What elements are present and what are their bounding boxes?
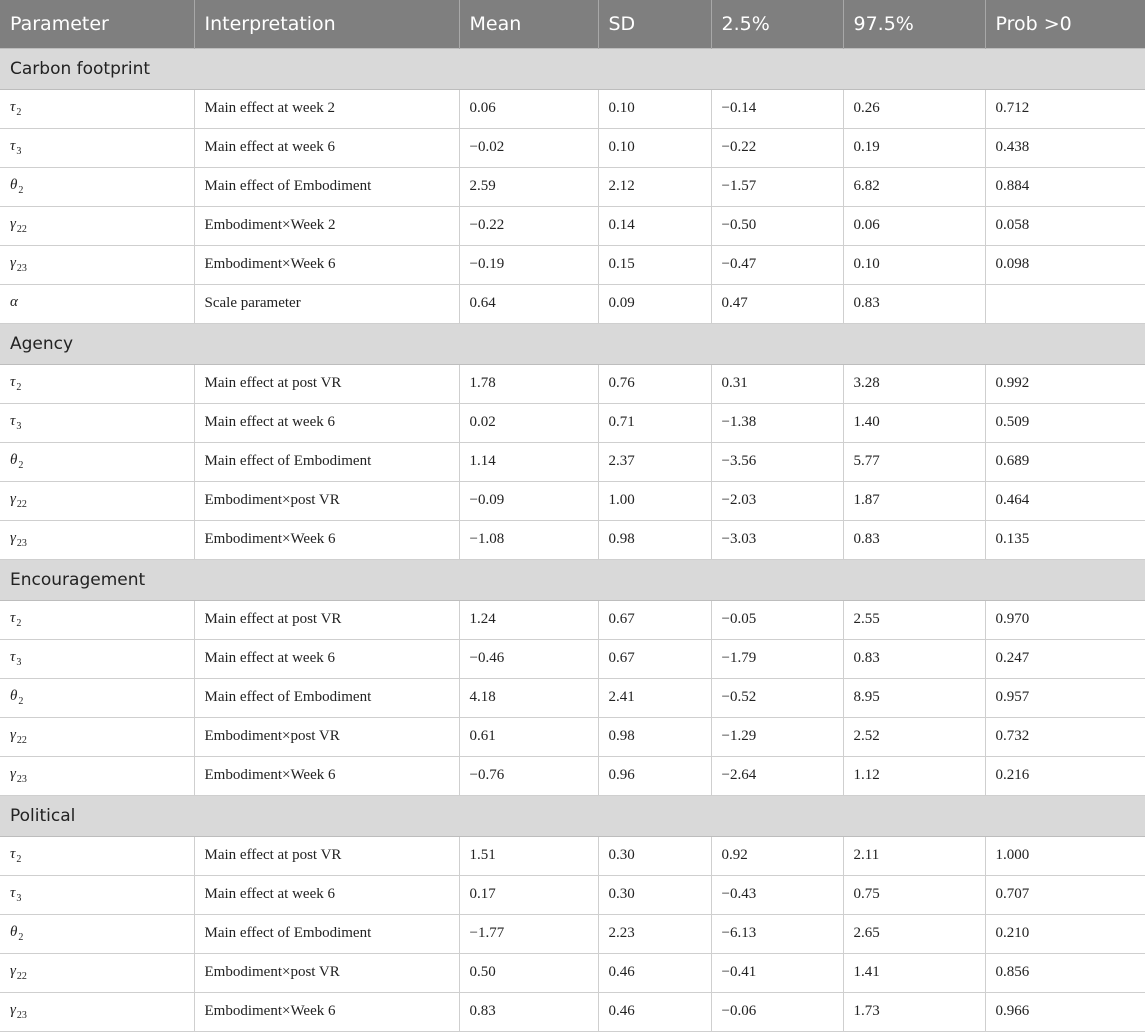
table-row [0,245,1145,284]
parameter-subscript: 2 [16,382,22,393]
table-row [0,128,1145,167]
parameter-cell [0,836,194,875]
sd-cell: 0.30 [598,836,711,875]
interpretation-cell: Embodiment×Week 6 [194,245,459,284]
lower-2-5-cell: −1.38 [711,403,843,442]
sd-cell: 2.41 [598,678,711,717]
table-row [0,836,1145,875]
mean-cell: 4.18 [459,678,598,717]
interpretation-cell: Main effect of Embodiment [194,914,459,953]
parameter-symbol: τ [10,885,16,901]
table-row [0,442,1145,481]
prob-gt-0-cell: 0.098 [985,245,1145,284]
interpretation-cell: Main effect at week 6 [194,875,459,914]
prob-gt-0-cell: 0.058 [985,206,1145,245]
parameter-symbol: θ [10,177,18,193]
mean-cell: −0.22 [459,206,598,245]
parameter-cell [0,245,194,284]
parameter-cell [0,875,194,914]
lower-2-5-cell: −0.50 [711,206,843,245]
lower-2-5-cell: −2.64 [711,756,843,795]
parameter-cell [0,167,194,206]
sd-cell: 0.14 [598,206,711,245]
parameter-symbol: τ [10,610,16,626]
mean-cell: 1.24 [459,600,598,639]
parameter-subscript: 2 [16,107,22,118]
mean-cell: −0.02 [459,128,598,167]
parameter-symbol: θ [10,688,18,704]
header-interpretation: Interpretation [194,0,459,48]
upper-97-5-cell: 1.87 [843,481,985,520]
parameter-cell [0,284,194,323]
mean-cell: 1.14 [459,442,598,481]
parameter-symbol: τ [10,138,16,154]
mean-cell: 0.02 [459,403,598,442]
lower-2-5-cell: −3.56 [711,442,843,481]
mean-cell: 1.78 [459,364,598,403]
parameter-cell [0,953,194,992]
table-row [0,206,1145,245]
parameter-cell [0,364,194,403]
table-row [0,717,1145,756]
upper-97-5-cell: 0.19 [843,128,985,167]
upper-97-5-cell: 0.75 [843,875,985,914]
prob-gt-0-cell: 0.707 [985,875,1145,914]
parameter-cell [0,128,194,167]
parameter-symbol: γ [10,1002,16,1018]
mean-cell: 1.51 [459,836,598,875]
parameter-cell [0,520,194,559]
sd-cell: 0.98 [598,520,711,559]
group-label: Political [0,795,1145,836]
prob-gt-0-cell: 0.135 [985,520,1145,559]
interpretation-cell: Embodiment×Week 2 [194,206,459,245]
lower-2-5-cell: −0.41 [711,953,843,992]
upper-97-5-cell: 2.65 [843,914,985,953]
parameter-subscript: 3 [16,421,22,432]
parameter-subscript: 3 [16,146,22,157]
table-row [0,992,1145,1031]
mean-cell: 2.59 [459,167,598,206]
parameter-subscript: 3 [16,657,22,668]
group-row [0,559,1145,600]
interpretation-cell: Main effect at week 6 [194,403,459,442]
parameter-symbol: τ [10,99,16,115]
header-sd: SD [598,0,711,48]
interpretation-cell: Main effect at week 6 [194,639,459,678]
upper-97-5-cell: 8.95 [843,678,985,717]
parameter-cell [0,756,194,795]
mean-cell: −0.76 [459,756,598,795]
parameter-subscript: 22 [16,224,27,235]
lower-2-5-cell: −0.47 [711,245,843,284]
parameter-symbol: γ [10,727,16,743]
interpretation-cell: Main effect at week 6 [194,128,459,167]
mean-cell: 0.83 [459,992,598,1031]
lower-2-5-cell: −6.13 [711,914,843,953]
group-row [0,48,1145,89]
parameter-subscript: 2 [18,696,24,707]
prob-gt-0-cell: 0.509 [985,403,1145,442]
parameter-cell [0,717,194,756]
prob-gt-0-cell: 0.856 [985,953,1145,992]
parameter-cell [0,600,194,639]
sd-cell: 2.23 [598,914,711,953]
interpretation-cell: Embodiment×Week 6 [194,992,459,1031]
parameter-subscript: 2 [18,932,24,943]
upper-97-5-cell: 5.77 [843,442,985,481]
parameter-symbol: γ [10,216,16,232]
parameter-symbol: θ [10,924,18,940]
header-row [0,0,1145,48]
upper-97-5-cell: 1.73 [843,992,985,1031]
sd-cell: 0.46 [598,992,711,1031]
lower-2-5-cell: −1.79 [711,639,843,678]
mean-cell: −0.46 [459,639,598,678]
header-parameter: Parameter [0,0,194,48]
upper-97-5-cell: 0.83 [843,520,985,559]
parameter-subscript: 23 [16,1010,27,1021]
lower-2-5-cell: 0.47 [711,284,843,323]
group-label: Encouragement [0,559,1145,600]
parameter-symbol: θ [10,452,18,468]
header-mean: Mean [459,0,598,48]
parameter-subscript: 2 [16,618,22,629]
interpretation-cell: Embodiment×post VR [194,481,459,520]
parameter-cell [0,481,194,520]
sd-cell: 0.10 [598,89,711,128]
parameter-subscript: 22 [16,499,27,510]
parameter-subscript: 2 [16,854,22,865]
interpretation-cell: Main effect of Embodiment [194,442,459,481]
header-prob-gt-0: Prob >0 [985,0,1145,48]
interpretation-cell: Embodiment×post VR [194,717,459,756]
mean-cell: 0.06 [459,89,598,128]
prob-gt-0-cell: 0.464 [985,481,1145,520]
sd-cell: 0.10 [598,128,711,167]
interpretation-cell: Main effect at post VR [194,836,459,875]
table-row [0,639,1145,678]
parameter-cell [0,206,194,245]
header-97-5-percent: 97.5% [843,0,985,48]
sd-cell: 0.67 [598,600,711,639]
lower-2-5-cell: −2.03 [711,481,843,520]
parameter-symbol: τ [10,846,16,862]
lower-2-5-cell: −1.29 [711,717,843,756]
parameter-subscript: 3 [16,893,22,904]
sd-cell: 0.09 [598,284,711,323]
parameter-symbol: γ [10,766,16,782]
prob-gt-0-cell: 0.712 [985,89,1145,128]
upper-97-5-cell: 0.10 [843,245,985,284]
group-label: Agency [0,323,1145,364]
group-row [0,323,1145,364]
upper-97-5-cell: 1.41 [843,953,985,992]
prob-gt-0-cell: 0.884 [985,167,1145,206]
prob-gt-0-cell: 0.438 [985,128,1145,167]
upper-97-5-cell: 2.55 [843,600,985,639]
sd-cell: 0.30 [598,875,711,914]
table-row [0,364,1145,403]
sd-cell: 0.15 [598,245,711,284]
mean-cell: 0.17 [459,875,598,914]
mean-cell: 0.64 [459,284,598,323]
table-row [0,167,1145,206]
table-row [0,600,1145,639]
lower-2-5-cell: −0.52 [711,678,843,717]
interpretation-cell: Main effect of Embodiment [194,167,459,206]
parameter-symbol: α [10,294,18,310]
upper-97-5-cell: 3.28 [843,364,985,403]
upper-97-5-cell: 0.26 [843,89,985,128]
lower-2-5-cell: −1.57 [711,167,843,206]
mean-cell: −0.19 [459,245,598,284]
parameter-cell [0,403,194,442]
lower-2-5-cell: −0.06 [711,992,843,1031]
mean-cell: 0.61 [459,717,598,756]
parameter-cell [0,639,194,678]
table-row [0,678,1145,717]
parameter-subscript: 22 [16,735,27,746]
parameter-symbol: τ [10,413,16,429]
table-row [0,953,1145,992]
upper-97-5-cell: 1.40 [843,403,985,442]
table-row [0,875,1145,914]
lower-2-5-cell: −3.03 [711,520,843,559]
table-row [0,403,1145,442]
table-row [0,89,1145,128]
table-row [0,914,1145,953]
lower-2-5-cell: −0.43 [711,875,843,914]
parameter-cell [0,678,194,717]
parameter-symbol: γ [10,530,16,546]
prob-gt-0-cell: 0.216 [985,756,1145,795]
parameter-subscript: 22 [16,971,27,982]
parameter-cell [0,914,194,953]
interpretation-cell: Main effect at week 2 [194,89,459,128]
upper-97-5-cell: 2.11 [843,836,985,875]
interpretation-cell: Main effect of Embodiment [194,678,459,717]
parameter-subscript: 23 [16,774,27,785]
lower-2-5-cell: −0.14 [711,89,843,128]
interpretation-cell: Scale parameter [194,284,459,323]
parameter-subscript: 23 [16,538,27,549]
upper-97-5-cell: 0.83 [843,284,985,323]
parameter-cell [0,992,194,1031]
interpretation-cell: Main effect at post VR [194,600,459,639]
parameter-cell [0,442,194,481]
prob-gt-0-cell: 0.966 [985,992,1145,1031]
interpretation-cell: Main effect at post VR [194,364,459,403]
mean-cell: −1.08 [459,520,598,559]
header-2-5-percent: 2.5% [711,0,843,48]
upper-97-5-cell: 2.52 [843,717,985,756]
interpretation-cell: Embodiment×Week 6 [194,756,459,795]
upper-97-5-cell: 0.06 [843,206,985,245]
table-header [0,0,1145,48]
group-label: Carbon footprint [0,48,1145,89]
prob-gt-0-cell: 0.970 [985,600,1145,639]
table-row [0,481,1145,520]
lower-2-5-cell: 0.31 [711,364,843,403]
parameter-subscript: 23 [16,263,27,274]
mean-cell: −1.77 [459,914,598,953]
mean-cell: −0.09 [459,481,598,520]
parameter-subscript: 2 [18,460,24,471]
table-row [0,756,1145,795]
sd-cell: 0.71 [598,403,711,442]
sd-cell: 2.12 [598,167,711,206]
sd-cell: 0.96 [598,756,711,795]
interpretation-cell: Embodiment×post VR [194,953,459,992]
parameter-cell [0,89,194,128]
sd-cell: 2.37 [598,442,711,481]
prob-gt-0-cell: 0.732 [985,717,1145,756]
sd-cell: 1.00 [598,481,711,520]
prob-gt-0-cell [985,284,1145,323]
upper-97-5-cell: 0.83 [843,639,985,678]
prob-gt-0-cell: 0.992 [985,364,1145,403]
parameter-symbol: τ [10,374,16,390]
upper-97-5-cell: 6.82 [843,167,985,206]
parameter-subscript: 2 [18,185,24,196]
table-row [0,284,1145,323]
lower-2-5-cell: −0.05 [711,600,843,639]
mean-cell: 0.50 [459,953,598,992]
prob-gt-0-cell: 1.000 [985,836,1145,875]
parameter-symbol: γ [10,963,16,979]
sd-cell: 0.46 [598,953,711,992]
group-row [0,795,1145,836]
sd-cell: 0.98 [598,717,711,756]
interpretation-cell: Embodiment×Week 6 [194,520,459,559]
prob-gt-0-cell: 0.247 [985,639,1145,678]
prob-gt-0-cell: 0.210 [985,914,1145,953]
parameter-symbol: τ [10,649,16,665]
prob-gt-0-cell: 0.689 [985,442,1145,481]
sd-cell: 0.76 [598,364,711,403]
parameter-symbol: γ [10,255,16,271]
sd-cell: 0.67 [598,639,711,678]
table-body [0,48,1145,1031]
lower-2-5-cell: 0.92 [711,836,843,875]
lower-2-5-cell: −0.22 [711,128,843,167]
upper-97-5-cell: 1.12 [843,756,985,795]
parameter-symbol: γ [10,491,16,507]
prob-gt-0-cell: 0.957 [985,678,1145,717]
table-row [0,520,1145,559]
